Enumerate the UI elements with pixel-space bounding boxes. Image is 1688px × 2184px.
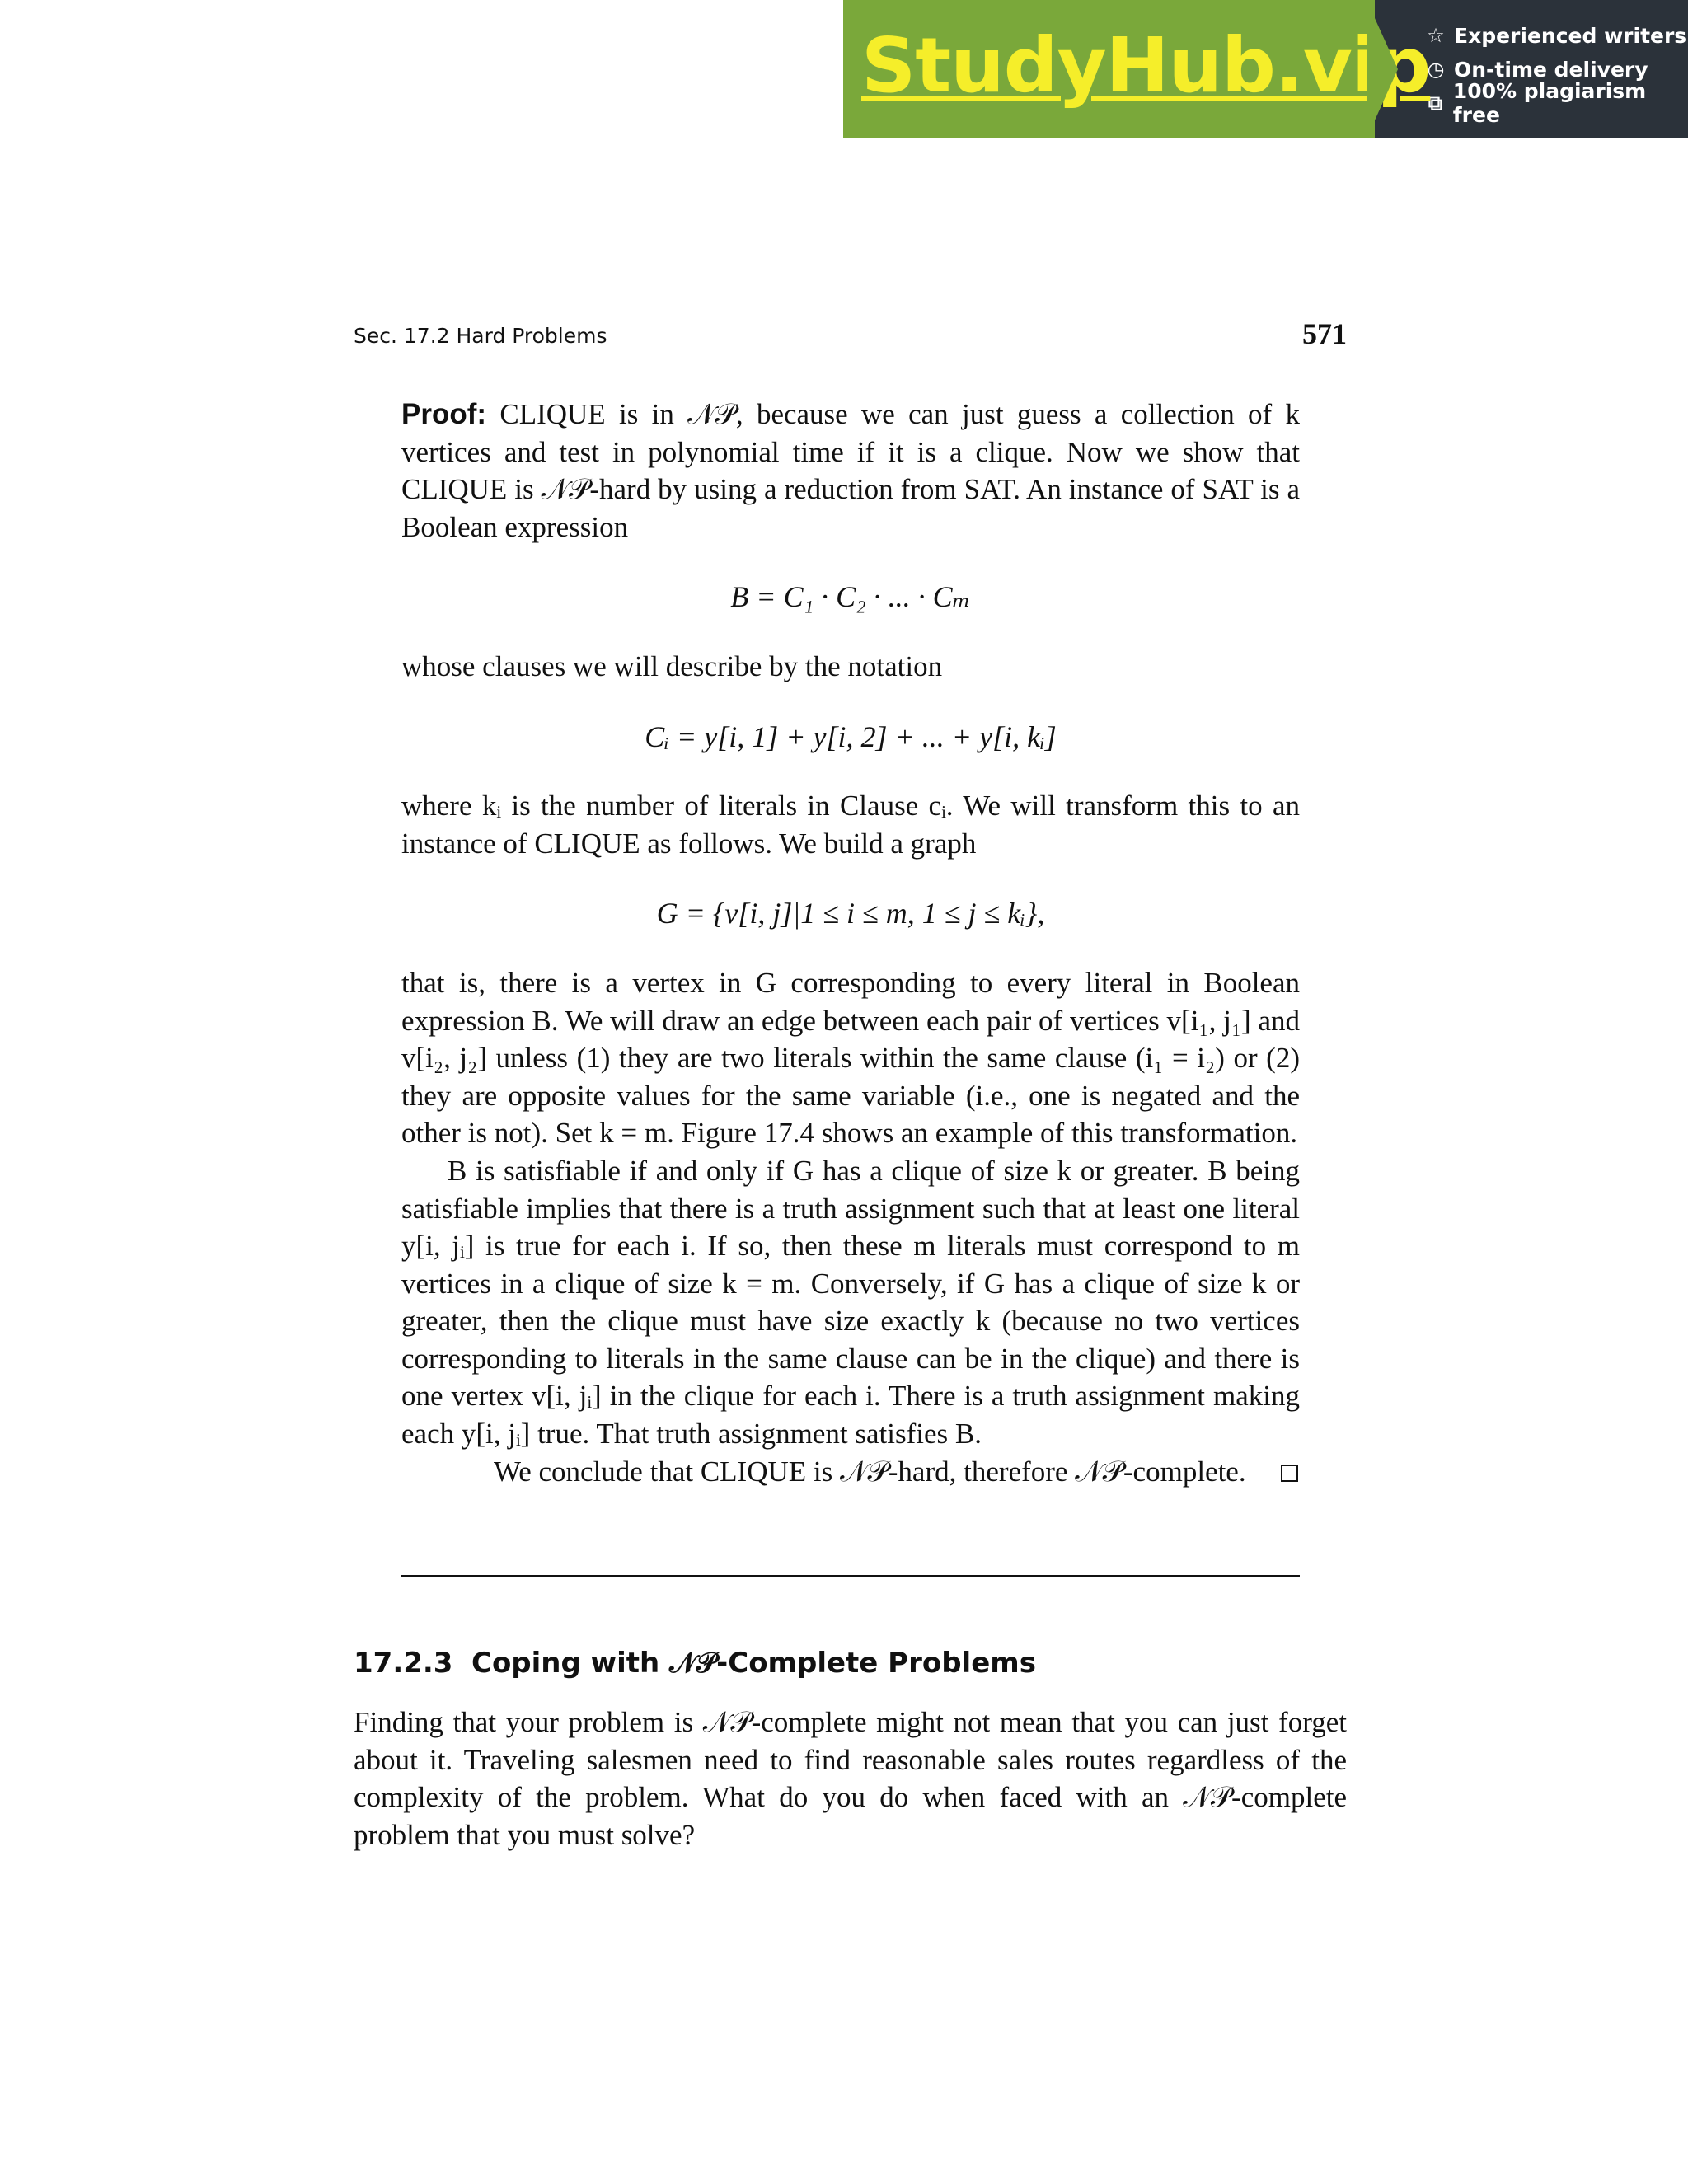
copy-icon: ⧉ <box>1428 91 1442 115</box>
section-heading <box>354 1647 1036 1680</box>
proof-paragraph-1 <box>401 396 1300 546</box>
equation-ci: Cᵢ = y[i, 1] + y[i, 2] + ... + y[i, kᵢ] <box>645 719 1057 753</box>
proof-block <box>401 396 1300 1490</box>
page-number: 571 <box>1302 317 1347 350</box>
proof-paragraph-2: whose clauses we will describe by the notation <box>401 649 943 682</box>
running-head: Sec. 17.2 Hard Problems <box>354 324 607 348</box>
feature-plagiarism-free <box>1426 79 1688 127</box>
equation-b: B = C₁ · C₂ · ... · Cₘ <box>730 580 971 614</box>
equation-g: G = {v[i, j]|1 ≤ i ≤ m, 1 ≤ j ≤ kᵢ}, <box>656 897 1045 930</box>
section-title: Coping with 𝒩𝒫-Complete Problems <box>471 1647 1036 1680</box>
proof-end-rule <box>401 1575 1300 1577</box>
proof-text-1: CLIQUE is in 𝒩𝒫, because we can just guess a collection of k vertices and test in polynomial time if it is a clique. Now we show that CLIQUE is 𝒩𝒫-hard by using a reduction from SAT. An instance of SAT is a Boolean expression <box>401 398 1301 543</box>
section-number: 17.2.3 <box>354 1647 453 1680</box>
section-body: Finding that your problem is 𝒩𝒫-complete might not mean that you can just forget about it. Traveling salesmen need to find reasonable sales routes regardless of the complexity of the problem. What do you do when faced with an 𝒩𝒫-complete problem that you must solve? <box>354 1706 1347 1851</box>
proof-paragraph-4: that is, there is a vertex in G corresponding to every literal in Boolean expression B. We will draw an edge between each pair of vertices v[i₁, j₁] and v[i₂, j₂] unless (1) they are two literals within the same clause (i₁ = i₂) or (2) they are opposite values for the same variable (i.e., one is negated and the other is not). Set k = m. Figure 17.4 shows an example of this transformation. <box>401 966 1300 1150</box>
feature-experienced-writers <box>1426 19 1688 53</box>
star-icon: ☆ <box>1427 24 1445 47</box>
proof-conclusion <box>401 1453 1300 1491</box>
qed-box-icon <box>1281 1465 1298 1482</box>
banner-arrow <box>1367 0 1398 138</box>
proof-conclusion-text: We conclude that CLIQUE is 𝒩𝒫-hard, therefore 𝒩𝒫-complete. <box>494 1455 1246 1488</box>
banner-logo-panel <box>843 0 1431 138</box>
proof-paragraph-3: where kᵢ is the number of literals in Clause cᵢ. We will transform this to an instance of CLIQUE as follows. We build a graph <box>401 790 1300 860</box>
feature-label: Experienced writers <box>1454 23 1687 48</box>
feature-label: On-time delivery <box>1454 57 1648 82</box>
clock-icon: ◷ <box>1427 58 1445 81</box>
studyhub-logo[interactable]: StudyHub.vip <box>861 21 1431 110</box>
feature-label: 100% plagiarism free <box>1452 79 1647 127</box>
studyhub-banner[interactable] <box>843 0 1688 138</box>
proof-paragraph-5: B is satisfiable if and only if G has a clique of size k or greater. B being satisfiable implies that there is a truth assignment such that at least one literal y[i, jᵢ] is true for each i. If so, then these m literals must correspond to m vertices in a clique of size k = m. Conversely, if G has a clique of size k or greater, then the clique must have size exactly k (because no two vertices corresponding to literals in the same clause can be in the clique) and there is one vertex v[i, jᵢ] in the clique for each i. There is a truth assignment making each y[i, jᵢ] true. That truth assignment satisfies B. <box>401 1154 1300 1451</box>
proof-label: Proof: <box>401 398 487 430</box>
